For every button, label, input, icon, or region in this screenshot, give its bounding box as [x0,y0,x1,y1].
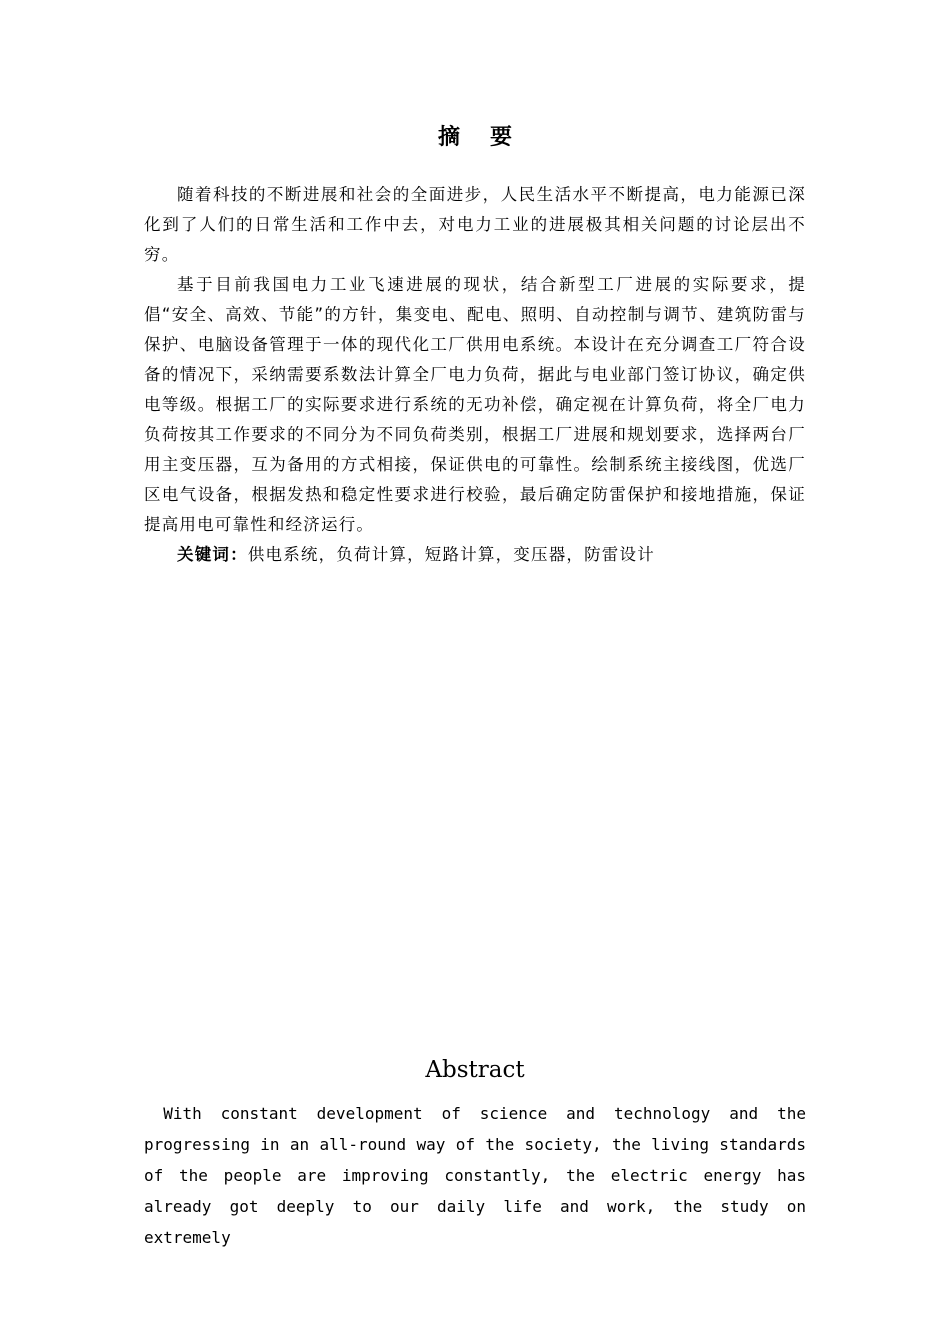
english-abstract-paragraph: With constant development of science and technology and the progressing in an all-round way of the society, the living standards of the people are improving constantly, the electric energy has already got deeply to our daily life and work, the study on extremely [144,1104,806,1247]
keywords-text: 供电系统，负荷计算，短路计算，变压器，防雷设计 [247,545,655,564]
english-abstract-title: Abstract [425,1057,525,1083]
keywords-line [144,540,806,570]
chinese-abstract-body [144,180,806,570]
chinese-abstract-paragraph-1: 随着科技的不断进展和社会的全面进步，人民生活水平不断提高，电力能源已深化到了人们的日常生活和工作中去，对电力工业的进展极其相关问题的讨论层出不穷。 [144,185,806,264]
chinese-abstract-paragraph-2: 基于目前我国电力工业飞速进展的现状，结合新型工厂进展的实际要求，提倡“安全、高效、节能”的方针，集变电、配电、照明、自动控制与调节、建筑防雷与保护、电脑设备管理于一体的现代化工厂供用电系统。本设计在充分调查工厂符合设备的情况下，采纳需要系数法计算全厂电力负荷，据此与电业部门签订协议，确定供电等级。根据工厂的实际要求进行系统的无功补偿，确定视在计算负荷，将全厂电力负荷按其工作要求的不同分为不同负荷类别，根据工厂进展和规划要求，选择两台厂用主变压器，互为备用的方式相接，保证供电的可靠性。绘制系统主接线图，优选厂区电气设备，根据发热和稳定性要求进行校验，最后确定防雷保护和接地措施，保证提高用电可靠性和经济运行。 [144,275,806,534]
keywords-label: 关键词： [177,545,248,564]
chinese-abstract-title: 摘要 [437,125,542,150]
english-abstract-body [144,1098,806,1253]
